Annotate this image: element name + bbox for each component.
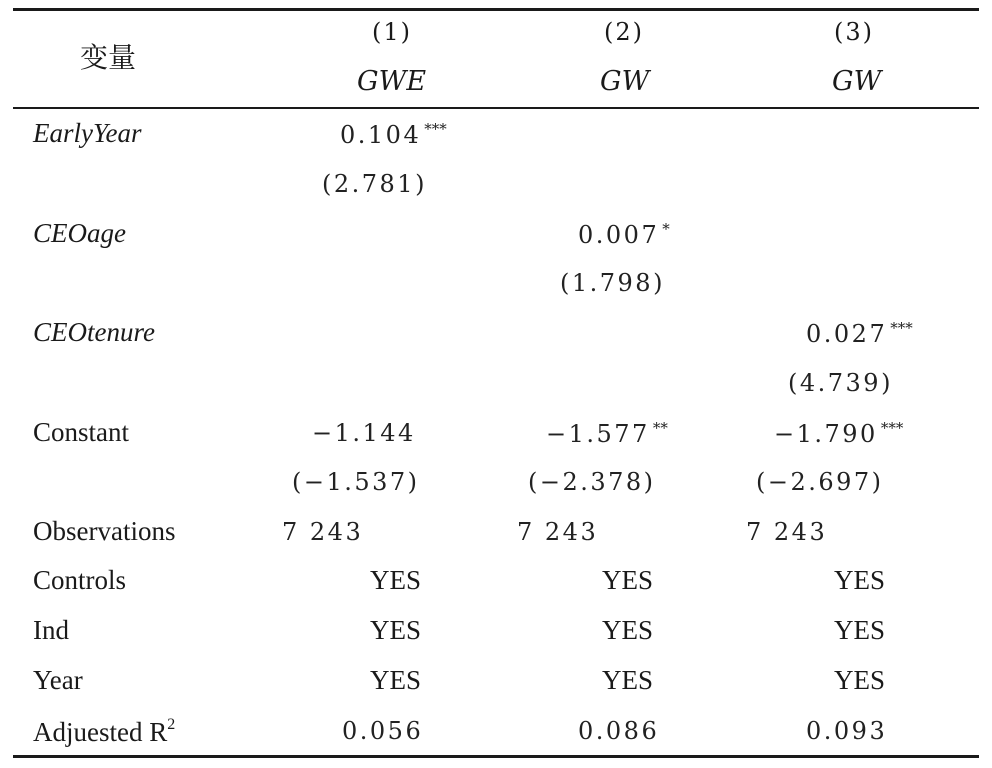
observations-3: 7 243 (746, 518, 828, 546)
controls-2: YES (602, 565, 654, 595)
variable-header: 变量 (80, 41, 137, 74)
row-label-constant: Constant (33, 417, 130, 447)
significance-stars: *** (424, 120, 447, 138)
row-label-controls: Controls (33, 565, 127, 595)
row-label-ceotenure: CEOtenure (33, 317, 155, 347)
ceoage-coef-2: 0.007 * (578, 220, 670, 249)
constant-coef-3: −1.790 *** (774, 419, 904, 448)
column-1-number: (1) (372, 18, 412, 46)
earlyyear-coef-1: 0.104 *** (340, 120, 447, 149)
ceotenure-tstat-3: (4.739) (788, 369, 893, 397)
constant-tstat-1: (−1.537) (292, 468, 420, 496)
adjusted-r2-2: 0.086 (578, 717, 660, 745)
ind-3: YES (834, 615, 886, 645)
column-1-name: GWE (357, 66, 427, 97)
ceoage-tstat-2: (1.798) (560, 269, 665, 297)
adjusted-r2-3: 0.093 (806, 717, 888, 745)
observations-1: 7 243 (282, 518, 364, 546)
significance-stars: *** (890, 319, 913, 337)
column-3-name: GW (832, 66, 882, 97)
row-label-earlyyear: EarlyYear (33, 118, 142, 148)
row-label-adjusted-r2: Adjuested $R^2$ (33, 716, 176, 747)
table-bottom-rule (13, 755, 979, 758)
year-3: YES (834, 665, 886, 695)
row-label-ceoage: CEOage (33, 218, 126, 248)
year-1: YES (370, 665, 422, 695)
controls-1: YES (370, 565, 422, 595)
year-2: YES (602, 665, 654, 695)
adjusted-r2-1: 0.056 (342, 717, 424, 745)
controls-3: YES (834, 565, 886, 595)
column-2-name: GW (600, 66, 650, 97)
significance-stars: ** (652, 419, 668, 437)
column-3-number: (3) (834, 18, 874, 46)
constant-coef-1: −1.144 (312, 419, 416, 447)
table-header-rule (13, 107, 979, 109)
significance-stars: *** (880, 419, 904, 437)
constant-tstat-3: (−2.697) (756, 468, 884, 496)
ceotenure-coef-3: 0.027 *** (806, 319, 913, 348)
constant-coef-2: −1.577 ** (546, 419, 668, 448)
observations-2: 7 243 (517, 518, 599, 546)
ind-2: YES (602, 615, 654, 645)
row-label-ind: Ind (33, 615, 69, 645)
ind-1: YES (370, 615, 422, 645)
table-top-rule (13, 8, 979, 11)
row-label-year: Year (33, 665, 83, 695)
row-label-observations: Observations (33, 516, 176, 546)
significance-stars: * (662, 220, 670, 238)
column-2-number: (2) (604, 18, 644, 46)
earlyyear-tstat-1: (2.781) (322, 170, 427, 198)
constant-tstat-2: (−2.378) (528, 468, 656, 496)
